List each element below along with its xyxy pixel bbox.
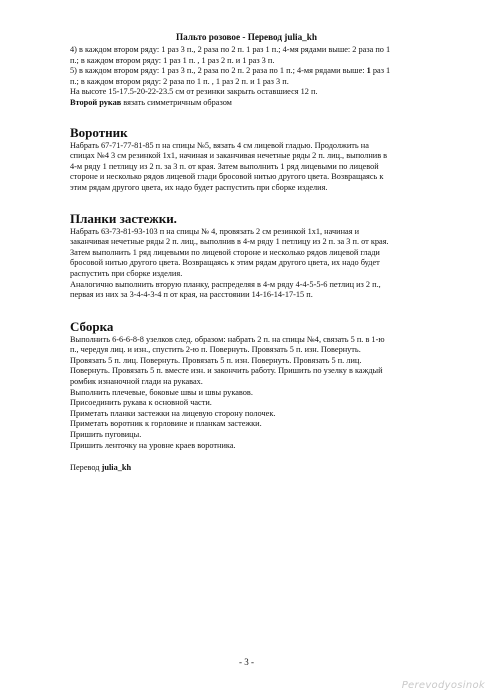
assembly-line: Выполнить плечевые, боковые швы и швы рукавов. bbox=[70, 387, 253, 397]
site-watermark: Perevodyosinok bbox=[401, 680, 485, 691]
collar-line: этим рядам другого цвета, их надо будет распустить при сборке изделия. bbox=[70, 182, 328, 192]
header-separator: - Перевод bbox=[240, 32, 285, 42]
page-number: - 3 - bbox=[239, 657, 254, 667]
collar-section bbox=[70, 141, 450, 194]
assembly-line: Провязать 5 п. лиц. Повернуть. Провязать 5 п. изн. Повернуть. Провязать 5 п. лиц. bbox=[70, 355, 362, 365]
header-author: julia_kh bbox=[284, 32, 317, 42]
bands-line: первая из них за 3-4-4-3-4 п от края, на расстоянии 14-16-14-17-15 п. bbox=[70, 290, 313, 300]
button-bands-heading: Планки застежки. bbox=[70, 210, 177, 226]
assembly-line: Выполнить 6-6-6-8-8 узелков след. образом: набрать 2 п. на спицы №4, связать 5 п. в 1-ю bbox=[70, 334, 385, 344]
page-header bbox=[0, 32, 493, 43]
second-sleeve-label: Второй рукав bbox=[70, 97, 122, 107]
bands-line: бросовой нитью другого цвета. Возвращаясь к этим рядам другого цвета, их надо будет bbox=[70, 258, 380, 268]
bands-line: Набрать 63-73-81-93-103 п на спицы № 4, провязать 2 см резинкой 1х1, начиная и bbox=[70, 226, 360, 236]
bands-line: распустить при сборке изделия. bbox=[70, 268, 183, 278]
collar-line: 4-м ряду 1 петлицу из 2 п. за 3 п. от края. Затем выполнить 1 ряд лицевыми по лицевой bbox=[70, 161, 379, 171]
translator-credit: Перевод julia_kh bbox=[70, 463, 132, 473]
button-bands-section bbox=[70, 227, 450, 301]
assembly-line: ромбик изнаночной глади на рукавах. bbox=[70, 377, 203, 387]
bands-line: Аналогично выполнить вторую планку, распределяя в 4-м ряду 4-4-5-5-6 петлиц из 2 п., bbox=[70, 279, 381, 289]
header-title: Пальто розовое bbox=[176, 32, 241, 42]
assembly-line: Пришить пуговицы. bbox=[70, 430, 142, 440]
assembly-line: Приметать планки застежки на лицевую сторону полочек. bbox=[70, 408, 276, 418]
sleeve-line-1: 4) в каждом втором ряду: 1 раз 3 п., 2 раза по 2 п. 1 раз 1 п.; 4-мя рядами выше: 2 раза по 1 bbox=[70, 45, 391, 54]
assembly-line: п., чередуя лиц. и изн., спустить 2-ю п. Повернуть. Провязать 5 п. изн. Повернуть. bbox=[70, 345, 361, 355]
collar-line: стороне и несколько рядов лицевой глади бросовой нитью другого цвета. Возвращаясь к bbox=[70, 172, 384, 182]
collar-heading: Воротник bbox=[70, 124, 128, 140]
assembly-line: Приметать воротник к горловине и планкам застежки. bbox=[70, 419, 262, 429]
assembly-heading: Сборка bbox=[70, 318, 114, 334]
translator-name: julia_kh bbox=[101, 463, 132, 473]
sleeve-line-4: п.; в каждом втором ряду: 2 раза по 1 п. , 1 раз 2 п. и 1 раз 3 п. bbox=[70, 76, 289, 86]
assembly-line: Присоединить рукава к основной части. bbox=[70, 398, 212, 408]
assembly-line: Пришить ленточку на уровне краев воротника. bbox=[70, 440, 236, 450]
bands-line: заканчивая нечетные ряды 2 п. лиц., выполнив в 4-м ряду 1 петлицу из 2 п. за 3 п. от края. bbox=[70, 237, 389, 247]
sleeve-line-5: На высоте 15-17.5-20-22-23.5 см от резинки закрыть оставшиеся 12 п. bbox=[70, 87, 318, 97]
collar-line: Набрать 67-71-77-81-85 п на спицы №5, вязать 4 см лицевой гладью. Продолжить на bbox=[70, 140, 369, 150]
page-content bbox=[70, 45, 450, 474]
sleeve-section bbox=[70, 45, 450, 109]
assembly-section bbox=[70, 335, 450, 452]
sleeve-line-2: п.; в каждом втором ряду: 1 раз 1 п. , 1 раз 2 п. и 1 раз 3 п. bbox=[70, 55, 275, 65]
sleeve-line-3: 5) в каждом втором ряду: 1 раз 3 п., 2 раза по 2 п. 2 раза по 1 п.; 4-мя рядами выше: 1 раз 1 bbox=[70, 66, 391, 76]
collar-line: спицах №4 3 см резинкой 1х1, начиная и заканчивая нечетные ряды 2 п. лиц., выполнив в bbox=[70, 151, 388, 161]
second-sleeve-line: Второй рукав вязать симметричным образом bbox=[70, 97, 232, 107]
bands-line: Затем выполнить 1 ряд лицевыми по лицевой стороне и несколько рядов лицевой глади bbox=[70, 247, 380, 257]
assembly-line: Повернуть. Провязать 5 п. вместе изн. и закончить работу. Пришить по узелку в каждый bbox=[70, 366, 383, 376]
